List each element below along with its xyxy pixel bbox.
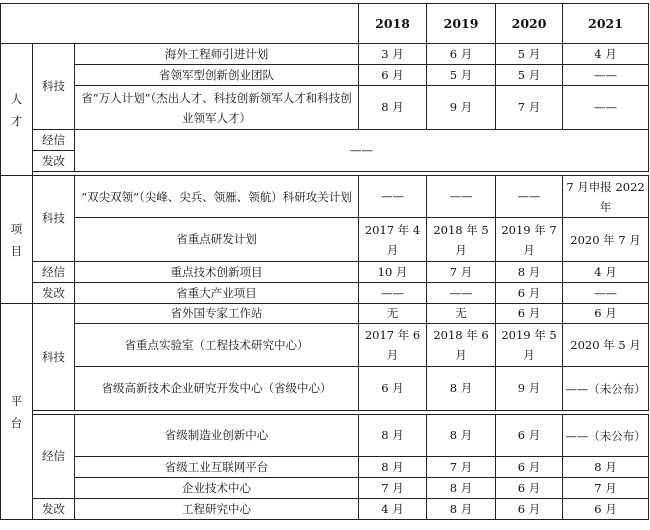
- item-name: 省重大产业项目: [75, 283, 359, 304]
- cell-value: 5 月: [496, 65, 563, 86]
- cell-value: ——: [563, 283, 649, 304]
- cell-value: 6 月: [563, 499, 649, 520]
- item-name: “双尖双领”（尖峰、尖兵、领雁、领航）科研攻关计划: [75, 176, 359, 218]
- cell-value: ——: [563, 86, 649, 130]
- dept-tech: 科技: [33, 304, 75, 411]
- cell-value: ——: [359, 283, 427, 304]
- year-header: 2018: [359, 4, 427, 44]
- cell-value: 2019 年 7 月: [496, 218, 563, 262]
- dept-dev: 发改: [33, 151, 75, 172]
- cell-value: 6 月: [427, 44, 496, 65]
- merged-empty-value: ——: [75, 130, 649, 172]
- cell-value: 4 月: [563, 262, 649, 283]
- cell-value: 无: [427, 304, 496, 324]
- table-row: [1, 304, 649, 324]
- cell-value: 7 月: [427, 457, 496, 478]
- year-header: 2021: [563, 4, 649, 44]
- table-row: [1, 218, 649, 262]
- dept-tech: 科技: [33, 176, 75, 262]
- item-name: 省级高新技术企业研究开发中心（省级中心）: [75, 367, 359, 411]
- cell-value: 8 月: [359, 415, 427, 457]
- cell-value: 6 月: [496, 304, 563, 324]
- item-name: 省外国专家工作站: [75, 304, 359, 324]
- category-project: 项 目: [1, 176, 33, 304]
- category-platform: 平 台: [1, 304, 33, 520]
- table-row: [1, 176, 649, 218]
- cell-value: 7 月: [563, 478, 649, 499]
- year-header: 2020: [496, 4, 563, 44]
- table-row: [1, 86, 649, 130]
- cell-value: 6 月: [496, 457, 563, 478]
- header-row: [1, 4, 649, 44]
- cell-value: 6 月: [496, 283, 563, 304]
- item-name: 海外工程师引进计划: [75, 44, 359, 65]
- cell-value: 2017 年 6 月: [359, 324, 427, 367]
- cell-value: 8 月: [496, 262, 563, 283]
- cell-value: 2020 年 7 月: [563, 218, 649, 262]
- cell-value: 6 月: [563, 304, 649, 324]
- cell-value: 8 月: [427, 478, 496, 499]
- cell-value: 2019 年 5 月: [496, 324, 563, 367]
- table-row: [1, 457, 649, 478]
- item-name: 省级制造业创新中心: [75, 415, 359, 457]
- item-name: 工程研究中心: [75, 499, 359, 520]
- cell-value: 3 月: [359, 44, 427, 65]
- cell-value: 8 月: [359, 457, 427, 478]
- cell-value: 7 月: [359, 478, 427, 499]
- cell-value: 2017 年 4 月: [359, 218, 427, 262]
- cell-value: 2020 年 5 月: [563, 324, 649, 367]
- category-talent: 人 才: [1, 44, 33, 176]
- cell-value: 7 月申报 2022 年: [563, 176, 649, 218]
- item-name: 省重点实验室（工程技术研究中心）: [75, 324, 359, 367]
- dept-econ: 经信: [33, 415, 75, 499]
- cell-value: 4 月: [563, 44, 649, 65]
- cell-value: ——（未公布）: [563, 367, 649, 411]
- cell-value: ——: [427, 176, 496, 218]
- item-name: 省“万人计划”（杰出人才、科技创新领军人才和科技创业领军人才）: [75, 86, 359, 130]
- item-name: 省领军型创新创业团队: [75, 65, 359, 86]
- cell-value: 2018 年 5 月: [427, 218, 496, 262]
- cell-value: 8 月: [427, 499, 496, 520]
- cell-value: 2018 年 6 月: [427, 324, 496, 367]
- cell-value: 9 月: [496, 367, 563, 411]
- cell-value: 10 月: [359, 262, 427, 283]
- cell-value: 8 月: [427, 367, 496, 411]
- table-row: [1, 283, 649, 304]
- cell-value: 6 月: [359, 367, 427, 411]
- table-row: [1, 415, 649, 457]
- item-name: 省级工业互联网平台: [75, 457, 359, 478]
- table-row: [1, 65, 649, 86]
- cell-value: 6 月: [496, 499, 563, 520]
- cell-value: ——: [427, 283, 496, 304]
- table-row: [1, 367, 649, 411]
- dept-econ: 经信: [33, 130, 75, 151]
- cell-value: 9 月: [427, 86, 496, 130]
- cell-value: 7 月: [427, 262, 496, 283]
- dept-tech: 科技: [33, 44, 75, 130]
- table-row: [1, 499, 649, 520]
- dept-dev: 发改: [33, 283, 75, 304]
- year-header: 2019: [427, 4, 496, 44]
- item-name: 省重点研发计划: [75, 218, 359, 262]
- policy-schedule-table: [0, 3, 649, 520]
- cell-value: 8 月: [359, 86, 427, 130]
- dept-dev: 发改: [33, 499, 75, 520]
- cell-value: 6 月: [496, 415, 563, 457]
- cell-value: 8 月: [563, 457, 649, 478]
- item-name: 企业技术中心: [75, 478, 359, 499]
- cell-value: ——: [563, 65, 649, 86]
- cell-value: 8 月: [427, 415, 496, 457]
- dept-econ: 经信: [33, 262, 75, 283]
- table-row: [1, 44, 649, 65]
- cell-value: 5 月: [427, 65, 496, 86]
- cell-value: 7 月: [496, 86, 563, 130]
- cell-value: 5 月: [496, 44, 563, 65]
- cell-value: 6 月: [359, 65, 427, 86]
- item-name: 重点技术创新项目: [75, 262, 359, 283]
- header-corner: [1, 4, 359, 44]
- table-row: [1, 478, 649, 499]
- cell-value: 6 月: [496, 478, 563, 499]
- table-row: [1, 262, 649, 283]
- table-row: [1, 130, 649, 151]
- cell-value: ——: [359, 176, 427, 218]
- cell-value: ——: [496, 176, 563, 218]
- cell-value: 无: [359, 304, 427, 324]
- cell-value: ——（未公布）: [563, 415, 649, 457]
- table-row: [1, 324, 649, 367]
- cell-value: 4 月: [359, 499, 427, 520]
